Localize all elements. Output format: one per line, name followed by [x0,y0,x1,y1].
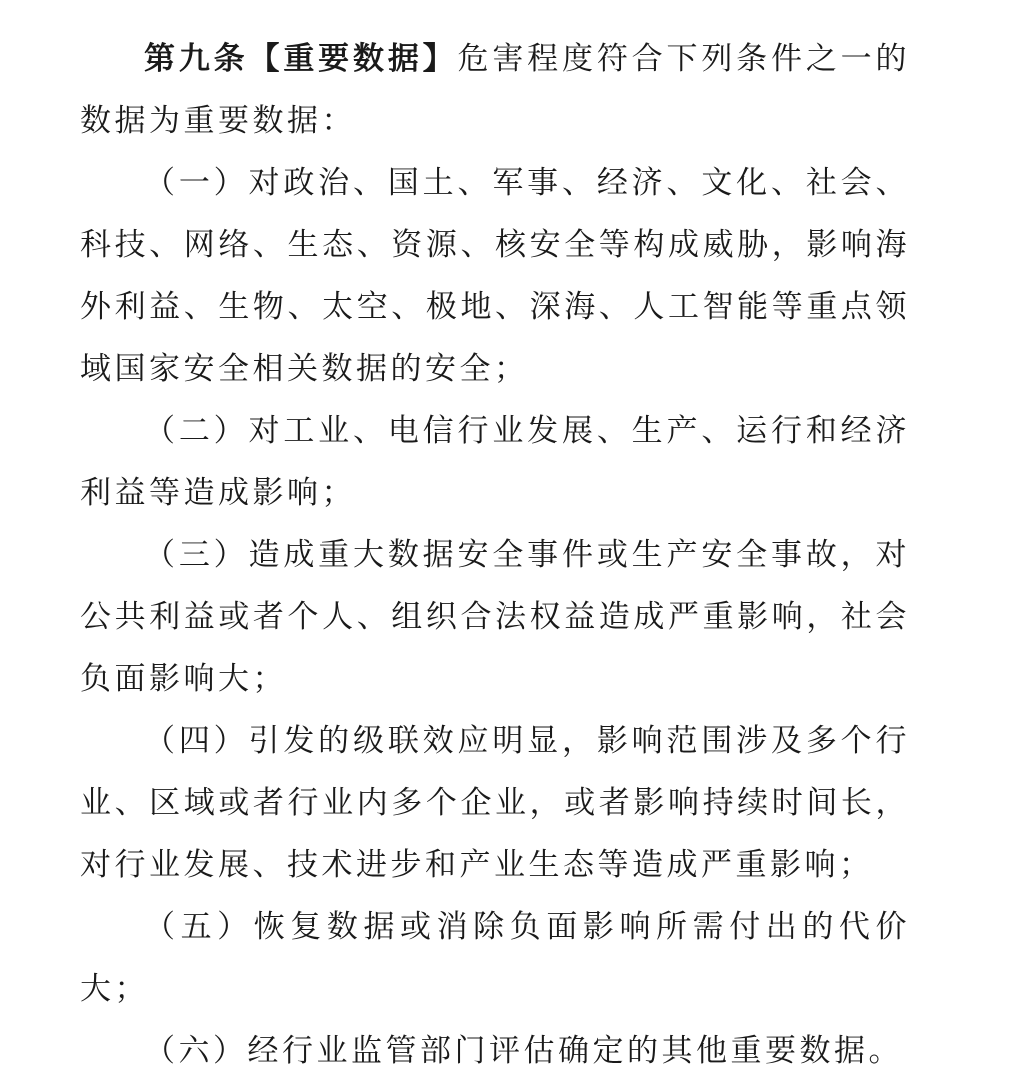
clause-1: （一）对政治、国土、军事、经济、文化、社会、科技、网络、生态、资源、核安全等构成威胁，影响海外利益、生物、太空、极地、深海、人工智能等重点领域国家安全相关数据的安全； [80,165,910,387]
clause-6: （六）经行业监管部门评估确定的其他重要数据。 [144,1033,903,1069]
clause-5: （五）恢复数据或消除负面影响所需付出的代价大； [80,909,910,1007]
clause-3: （三）造成重大数据安全事件或生产安全事故，对公共利益或者个人、组织合法权益造成严重影响，社会负面影响大； [80,537,910,697]
article-label: 第九条【重要数据】 [144,41,458,77]
clause-2: （二）对工业、电信行业发展、生产、运行和经济利益等造成影响； [80,413,910,511]
clause-4: （四）引发的级联效应明显，影响范围涉及多个行业、区域或者行业内多个企业，或者影响持续时间长，对行业发展、技术进步和产业生态等造成严重影响； [80,723,910,883]
article-heading-paragraph [80,28,910,152]
document-body [80,28,910,1082]
article-intro: 危害程度符合下列条件之一的数据为重要数据： [80,41,910,139]
